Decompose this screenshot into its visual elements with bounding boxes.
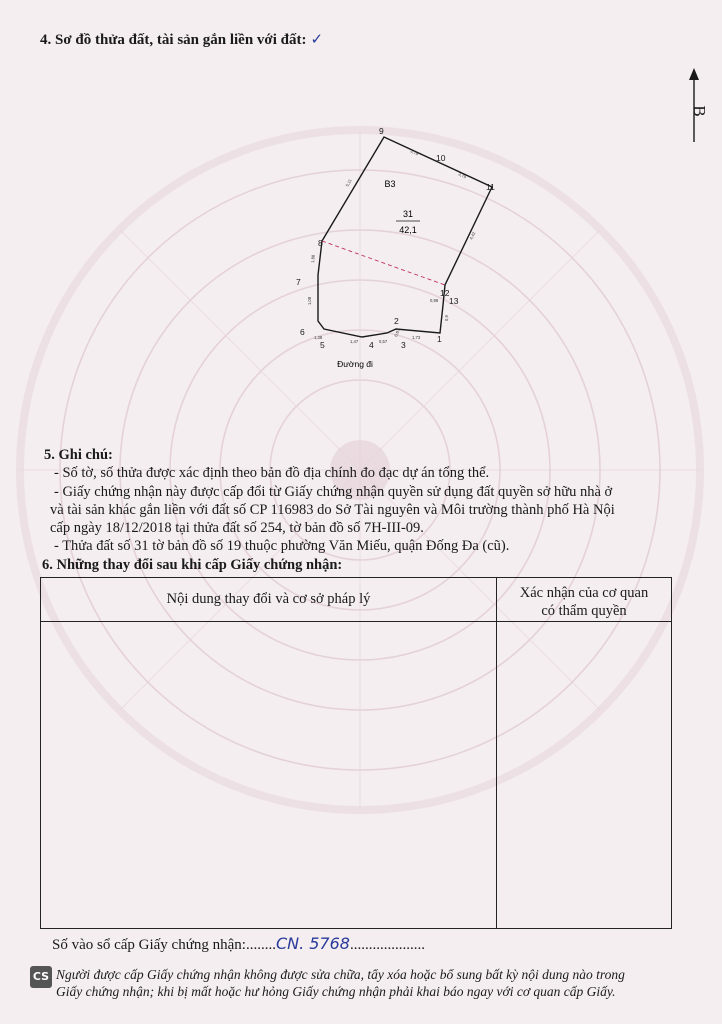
section-4-title-text: 4. Sơ đồ thửa đất, tài sản gắn liền với đất:: [40, 32, 307, 48]
edge-length-11-12: 4,42: [468, 230, 477, 241]
table-header-confirmation: [497, 584, 671, 620]
edge-length-13-1: 0,9: [444, 315, 449, 321]
edge-length-4-5: 1,47: [350, 339, 359, 344]
vertex-label-11: 11: [486, 182, 495, 192]
block-label: B3: [384, 179, 396, 189]
table-header-changes: Nội dung thay đổi và cơ sở pháp lý: [166, 591, 371, 607]
road-label: Đường đi: [337, 359, 373, 369]
dashed-division-line: [322, 241, 445, 285]
note-line-4: cấp ngày 18/12/2018 tại thửa đất số 254, tờ bản đồ số 7H-III-09.: [50, 520, 424, 537]
registration-value: CN. 5768: [275, 934, 350, 953]
registration-label: Số vào sổ cấp Giấy chứng nhận:: [52, 937, 246, 953]
section-5-title: 5. Ghi chú:: [44, 447, 113, 463]
registration-dots-after: ....................: [349, 937, 425, 953]
edge-length-1-2: 1,73: [412, 335, 421, 340]
vertex-label-6: 6: [300, 327, 305, 337]
note-line-3: và tài sản khác gắn liền với đất số CP 116983 do Sở Tài nguyên và Môi trường thành phố Hà Nội: [50, 501, 615, 518]
vertex-label-5: 5: [320, 340, 325, 350]
north-arrow-label: B: [690, 105, 709, 117]
vertex-label-8: 8: [318, 238, 323, 248]
edge-length-2-3: 0,63: [393, 327, 401, 338]
edge-length-8-9: 5,11: [344, 178, 353, 188]
vertex-label-3: 3: [401, 340, 406, 350]
note-line-5: - Thửa đất số 31 tờ bản đồ số 19 thuộc phường Văn Miếu, quận Đống Đa (cũ).: [54, 538, 510, 555]
vertex-label-4: 4: [369, 340, 374, 350]
edge-length-12-13: 0,98: [430, 298, 439, 303]
cs-badge: CS: [30, 966, 52, 988]
footer-notice: [56, 966, 676, 1000]
parcel-plan: [280, 125, 510, 375]
edge-length-7-8: 1,88: [310, 254, 316, 264]
vertex-label-13: 13: [449, 296, 459, 306]
vertex-label-12: 12: [440, 288, 450, 298]
footer-line-2: Giấy chứng nhận; khi bị mất hoặc hư hỏng Giấy chứng nhận phải khai báo ngay với cơ quan cấp Giấy.: [56, 984, 616, 999]
edge-length-5-6: 1,38: [314, 335, 323, 340]
parcel-outline: [318, 137, 492, 337]
edge-length-10-11: 3,79: [457, 171, 468, 180]
section-5-notes: [44, 446, 684, 556]
table-header-confirmation-line-2: có thẩm quyền: [541, 603, 627, 619]
section-4-title: [40, 30, 323, 49]
note-line-1: - Số tờ, số thửa được xác định theo bản đồ địa chính đo đạc dự án tổng thể.: [54, 465, 490, 482]
vertex-label-1: 1: [437, 334, 442, 344]
section-6-title: 6. Những thay đổi sau khi cấp Giấy chứng nhận:: [42, 557, 343, 573]
note-line-2: - Giấy chứng nhận này được cấp đổi từ Giấy chứng nhận quyền sử dụng đất quyền sở hữu nhà ở: [54, 483, 613, 500]
parcel-number: 31: [402, 209, 414, 219]
vertex-label-9: 9: [379, 126, 384, 136]
footer-line-1: Người được cấp Giấy chứng nhận không được sửa chữa, tẩy xóa hoặc bổ sung bất kỳ nội dung nào trong: [56, 967, 625, 982]
vertex-label-10: 10: [436, 153, 446, 163]
edge-length-9-10: 3,79: [409, 148, 420, 157]
edge-length-3-4: 0,57: [379, 339, 388, 344]
parcel-area: 42,1: [399, 225, 417, 235]
vertex-label-2: 2: [394, 316, 399, 326]
table-header-confirmation-line-1: Xác nhận của cơ quan: [519, 585, 649, 601]
changes-table: [40, 577, 672, 929]
check-mark: ✓: [310, 30, 324, 48]
vertex-label-7: 7: [296, 277, 301, 287]
edge-length-6-7: 1,08: [307, 296, 312, 305]
north-arrow: [683, 66, 709, 146]
registration-number: [52, 934, 425, 954]
registration-dots-before: ........: [245, 937, 276, 953]
